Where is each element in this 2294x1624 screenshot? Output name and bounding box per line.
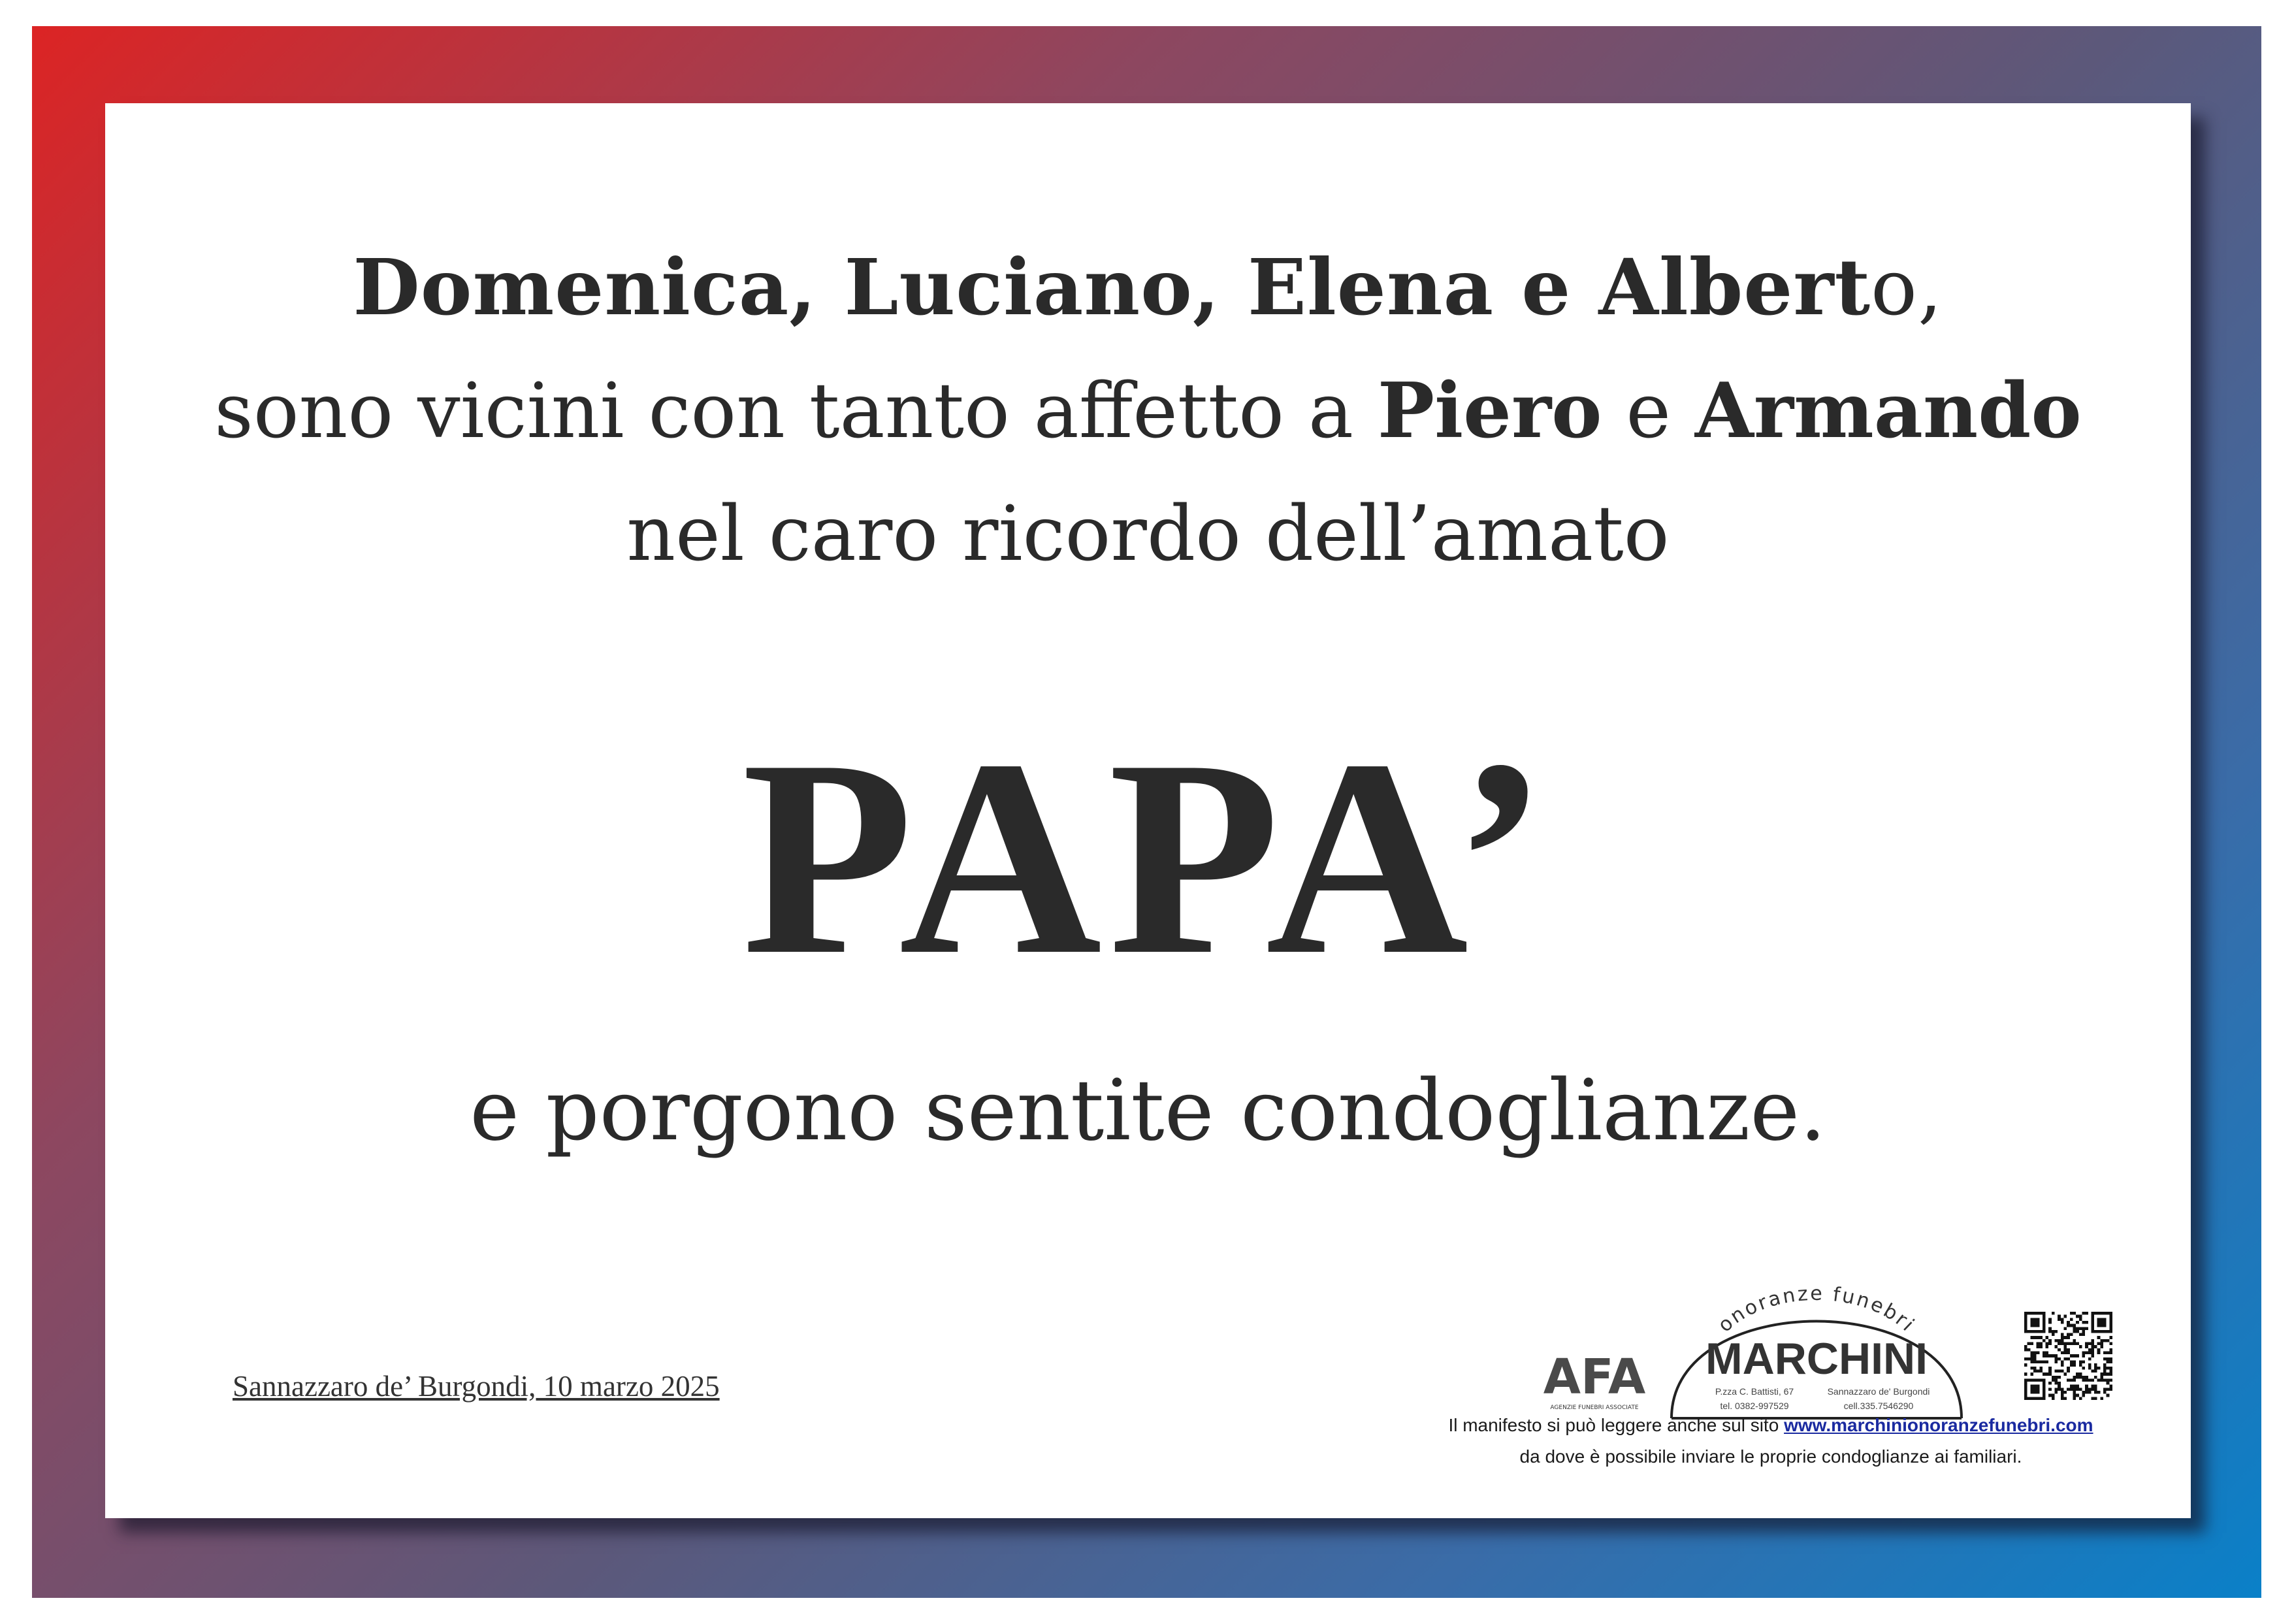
condolences-line: e porgono sentite condoglianze. bbox=[470, 1062, 1826, 1160]
marchini-logo bbox=[1666, 1276, 1967, 1423]
afa-logo-caption: AGENZIE FUNEBRI ASSOCIATE bbox=[1550, 1405, 1639, 1411]
family-names: Domenica, Luciano, Elena e Albert bbox=[353, 242, 1871, 333]
affection-text: sono vicini con tanto affetto a bbox=[214, 367, 1378, 455]
afa-logo bbox=[1529, 1348, 1660, 1413]
name-armando: Armando bbox=[1694, 366, 2082, 455]
name-piero: Piero bbox=[1377, 366, 1602, 455]
memory-line: nel caro ricordo dell’amato bbox=[626, 490, 1670, 578]
headline: PAPA’ bbox=[741, 702, 1555, 1013]
marchini-arc-text: onoranze funebri bbox=[1713, 1282, 1920, 1337]
marchini-phone: tel. 0382-997529 bbox=[1720, 1401, 1789, 1411]
notice-line2: da dove è possibile inviare le proprie condoglianze ai familiari. bbox=[1519, 1446, 2022, 1467]
svg-text:onoranze funebri bbox=[1714, 1282, 1920, 1337]
qr-code-icon bbox=[2024, 1312, 2112, 1400]
marchini-name: MARCHINI bbox=[1705, 1334, 1928, 1384]
conjunction: e bbox=[1602, 367, 1695, 455]
affection-line bbox=[105, 366, 2191, 455]
online-notice bbox=[1398, 1410, 2143, 1472]
marchini-mobile: cell.335.7546290 bbox=[1843, 1401, 1914, 1411]
marchini-address: P.zza C. Battisti, 67 bbox=[1715, 1386, 1794, 1397]
marchini-town: Sannazzaro de' Burgondi bbox=[1827, 1386, 1930, 1397]
notice-card bbox=[105, 103, 2191, 1518]
family-names-line bbox=[105, 242, 2191, 333]
family-names-suffix: o, bbox=[1871, 242, 1943, 333]
afa-logo-letters: AFA bbox=[1543, 1349, 1646, 1405]
website-link[interactable]: www.marchinionoranzefunebri.com bbox=[1784, 1415, 2093, 1435]
notice-prefix: Il manifesto si può leggere anche sul sito bbox=[1448, 1415, 1785, 1435]
place-date: Sannazzaro de’ Burgondi, 10 marzo 2025 bbox=[233, 1370, 720, 1403]
